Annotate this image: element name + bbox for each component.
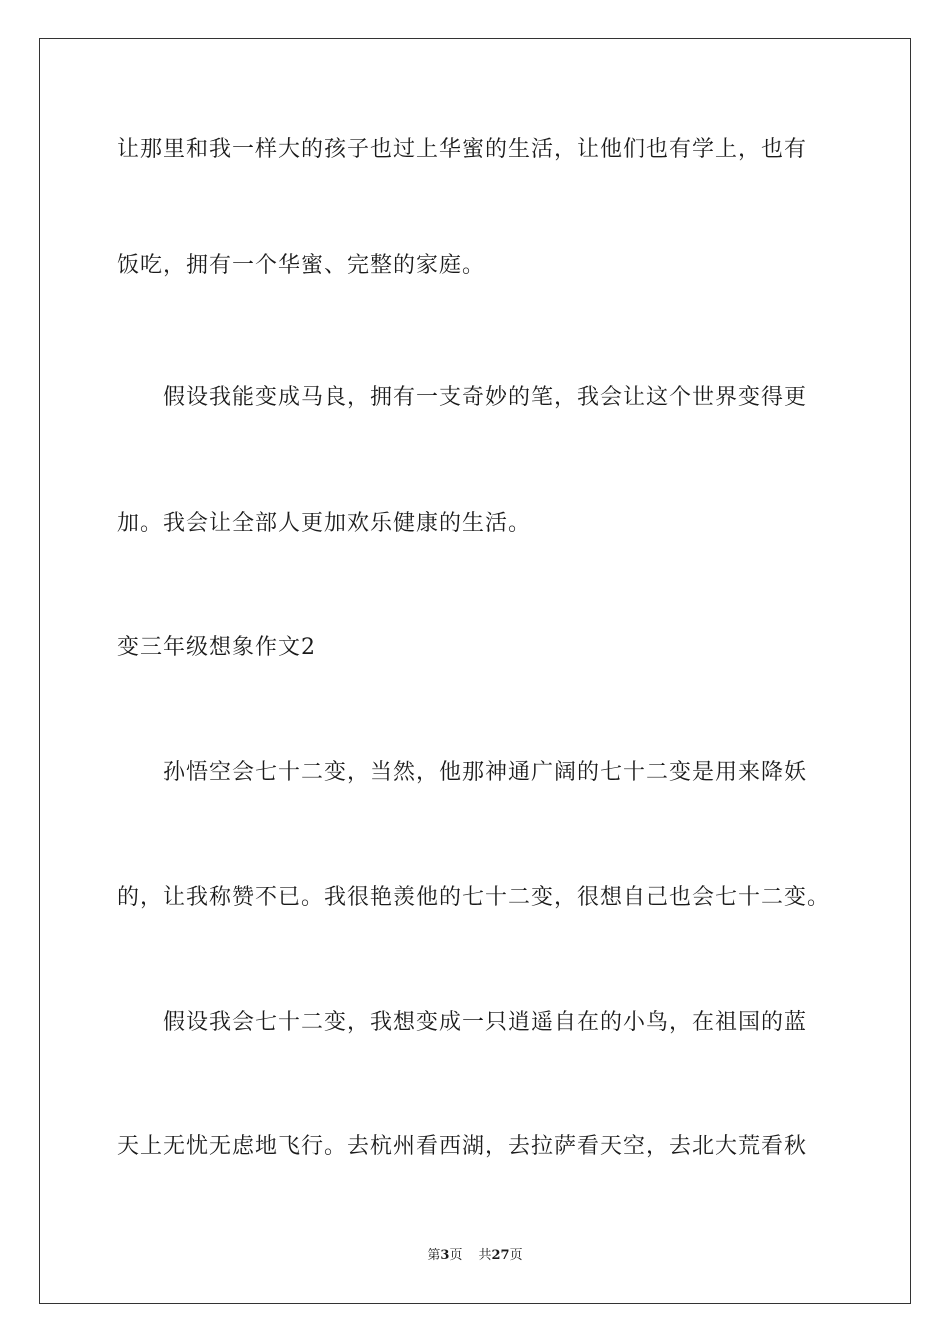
footer-total-pages: 27 xyxy=(491,1248,510,1263)
paragraph-line-3: 假设我能变成马良，拥有一支奇妙的笔，我会让这个世界变得更 xyxy=(163,385,808,410)
paragraph-line-6: 的，让我称赞不已。我很艳羡他的七十二变，很想自己也会七十二变。 xyxy=(117,885,831,910)
paragraph-line-2: 饭吃，拥有一个华蜜、完整的家庭。 xyxy=(117,253,486,278)
footer-total-prefix: 共 xyxy=(478,1248,492,1263)
paragraph-line-4: 加。我会让全部人更加欢乐健康的生活。 xyxy=(117,511,532,536)
paragraph-line-7: 假设我会七十二变，我想变成一只逍遥自在的小鸟，在祖国的蓝 xyxy=(163,1010,808,1035)
section-heading: 变三年级想象作文2 xyxy=(117,635,316,660)
paragraph-line-8: 天上无忧无虑地飞行。去杭州看西湖，去拉萨看天空，去北大荒看秋 xyxy=(117,1134,808,1159)
page-border xyxy=(39,38,911,1304)
footer-page-prefix: 第 xyxy=(427,1248,441,1263)
paragraph-line-1: 让那里和我一样大的孩子也过上华蜜的生活，让他们也有学上，也有 xyxy=(117,137,808,162)
paragraph-line-5: 孙悟空会七十二变，当然，他那神通广阔的七十二变是用来降妖 xyxy=(163,760,808,785)
footer-total-suffix: 页 xyxy=(509,1248,523,1263)
page-footer xyxy=(0,1247,950,1265)
footer-page-suffix: 页 xyxy=(449,1248,463,1263)
footer-page-number: 3 xyxy=(440,1248,450,1263)
